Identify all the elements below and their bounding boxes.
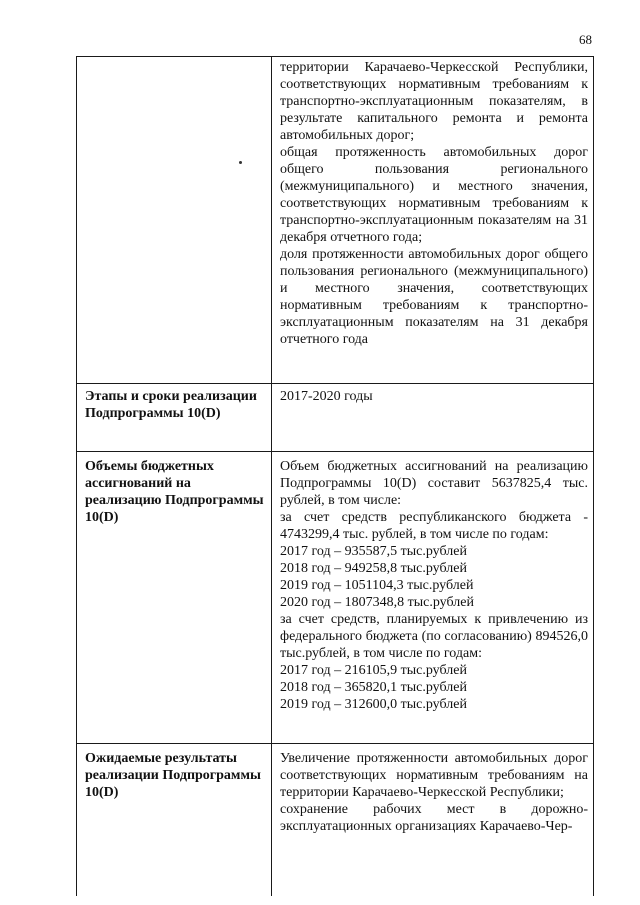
passport-table [76, 56, 594, 896]
budget-year: 2019 год – 1051104,3 тыс.рублей [280, 578, 474, 593]
budget-year: 2018 год – 365820,1 тыс.рублей [280, 680, 467, 695]
budget-year: 2020 год – 1807348,8 тыс.рублей [280, 595, 474, 610]
row-label: Ожидаемые результаты реализации Подпрограммы 10(D) [85, 751, 261, 800]
page-number: 68 [579, 32, 592, 47]
budget-text: за счет средств республиканского бюджета - 4743299,4 тыс. рублей, в том числе по годам: [280, 510, 588, 542]
table-row-indicators [77, 57, 593, 383]
row-label: Этапы и сроки реализации Подпрограммы 10(D) [85, 389, 257, 421]
scan-dot [239, 161, 242, 164]
stages-text: 2017-2020 годы [280, 389, 373, 404]
row-content [280, 388, 588, 405]
budget-year: 2017 год – 216105,9 тыс.рублей [280, 663, 467, 678]
row-content [280, 59, 588, 348]
budget-text: Объем бюджетных ассигнований на реализацию Подпрограммы 10(D) составит 5637825,4 тыс. рублей, в том числе: [280, 459, 588, 508]
results-text: Увеличение протяженности автомобильных дорог соответствующих нормативным требованиям на территории Карачаево-Черкесской Республики; [280, 751, 588, 800]
table-row-results [77, 743, 593, 898]
budget-year: 2017 год – 935587,5 тыс.рублей [280, 544, 467, 559]
indicator-text: территории Карачаево-Черкесской Республики, соответствующих нормативным требованиям к транспортно-эксплуатационным показателям, в результате капитального ремонта и ремонта автомобильных дорог; [280, 60, 588, 143]
row-label: Объемы бюджетных ассигнований на реализацию Подпрограммы 10(D) [85, 459, 264, 525]
results-text: сохранение рабочих мест в дорожно-эксплуатационных организациях Карачаево-Чер- [280, 802, 588, 834]
row-content [280, 750, 588, 835]
budget-year: 2019 год – 312600,0 тыс.рублей [280, 697, 467, 712]
table-row-stages [77, 383, 593, 452]
table-row-budget [77, 451, 593, 744]
budget-year: 2018 год – 949258,8 тыс.рублей [280, 561, 467, 576]
budget-text: за счет средств, планируемых к привлечению из федерального бюджета (по согласованию) 894526,0 тыс.рублей, в том числе по годам: [280, 612, 588, 661]
row-content [280, 458, 588, 713]
indicator-text: общая протяженность автомобильных дорог общего пользования регионального (межмуниципального) и местного значения, соответствующих нормативным требованиям к транспортно-эксплуатационным показателям на 31 декабря отчетного года; [280, 145, 588, 245]
indicator-text: доля протяженности автомобильных дорог общего пользования регионального (межмуниципального) и местного значения, соответствующих нормативным требованиям к транспортно-эксплуатационным показателям на 31 декабря отчетного года [280, 247, 588, 347]
